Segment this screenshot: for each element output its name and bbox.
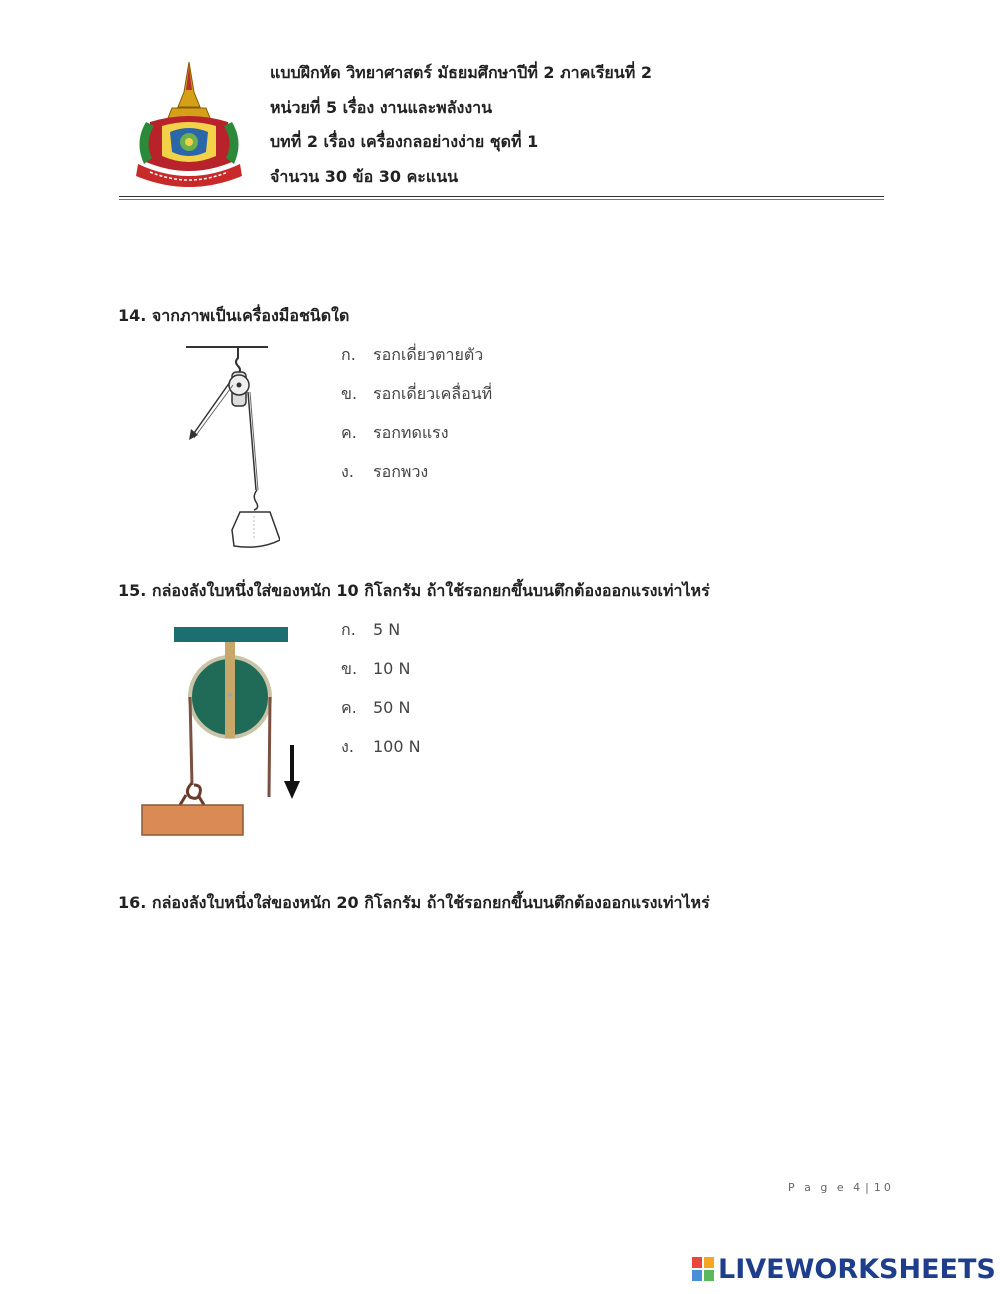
worksheet-header bbox=[270, 60, 652, 198]
header-divider-thin bbox=[119, 199, 884, 200]
choice-option[interactable] bbox=[341, 343, 492, 382]
question-15-text: 15. กล่องลังใบหนึ่งใส่ของหนัก 10 กิโลกรัม ถ้าใช้รอกยกขึ้นบนตึกต้องออกแรงเท่าไหร่ bbox=[118, 581, 710, 600]
liveworksheets-brand[interactable] bbox=[692, 1254, 996, 1284]
choice-option[interactable] bbox=[341, 657, 421, 696]
choice-letter: ค. bbox=[341, 423, 357, 442]
choice-letter: ง. bbox=[341, 462, 354, 481]
header-unit: หน่วยที่ 5 เรื่อง งานและพลังงาน bbox=[270, 97, 493, 117]
page-current: 4 bbox=[853, 1181, 864, 1194]
choice-text: 5 N bbox=[373, 620, 401, 639]
choice-option[interactable] bbox=[341, 460, 492, 499]
choice-option[interactable] bbox=[341, 735, 421, 774]
header-count: จำนวน 30 ข้อ 30 คะแนน bbox=[270, 166, 459, 186]
choice-option[interactable] bbox=[341, 618, 421, 657]
choice-option[interactable] bbox=[341, 696, 421, 735]
question-14-text: 14. จากภาพเป็นเครื่องมือชนิดใด bbox=[118, 306, 350, 325]
choice-letter: ข. bbox=[341, 659, 358, 678]
choice-letter: ง. bbox=[341, 737, 354, 756]
choice-letter: ก. bbox=[341, 345, 356, 364]
choice-letter: ก. bbox=[341, 620, 356, 639]
question-16-text: 16. กล่องลังใบหนึ่งใส่ของหนัก 20 กิโลกรัม ถ้าใช้รอกยกขึ้นบนตึกต้องออกแรงเท่าไหร่ bbox=[118, 893, 710, 912]
brand-name: LIVEWORKSHEETS bbox=[718, 1253, 996, 1285]
header-divider bbox=[119, 196, 884, 197]
page-label: P a g e bbox=[788, 1181, 847, 1194]
choice-option[interactable] bbox=[341, 382, 492, 421]
choice-text: 100 N bbox=[373, 737, 421, 756]
choice-text: 10 N bbox=[373, 659, 411, 678]
school-logo bbox=[128, 52, 250, 196]
fixed-pulley-box-diagram-icon bbox=[140, 625, 310, 837]
choice-text: รอกเดี่ยวตายตัว bbox=[373, 345, 484, 364]
choice-text: รอกทดแรง bbox=[373, 423, 449, 442]
liveworksheets-logo-icon bbox=[692, 1257, 714, 1281]
question-14-figure bbox=[180, 340, 280, 556]
question-15-choices bbox=[341, 618, 421, 774]
header-title: แบบฝึกหัด วิทยาศาสตร์ มัธยมศึกษาปีที่ 2 ภาคเรียนที่ 2 bbox=[270, 63, 652, 82]
header-chapter: บทที่ 2 เรื่อง เครื่องกลอย่างง่าย ชุดที่ 1 bbox=[270, 132, 539, 151]
choice-text: 50 N bbox=[373, 698, 411, 717]
choice-text: รอกพวง bbox=[373, 462, 429, 481]
fixed-pulley-diagram-icon bbox=[180, 340, 280, 552]
choice-letter: ข. bbox=[341, 384, 358, 403]
choice-letter: ค. bbox=[341, 698, 357, 717]
page-number: P a g e 4 | 10 bbox=[788, 1181, 894, 1194]
school-emblem-icon bbox=[128, 52, 250, 196]
page-total: 10 bbox=[873, 1181, 894, 1194]
choice-option[interactable] bbox=[341, 421, 492, 460]
question-15-figure bbox=[140, 625, 310, 841]
choice-text: รอกเดี่ยวเคลื่อนที่ bbox=[373, 384, 493, 403]
question-14-choices bbox=[341, 343, 492, 499]
